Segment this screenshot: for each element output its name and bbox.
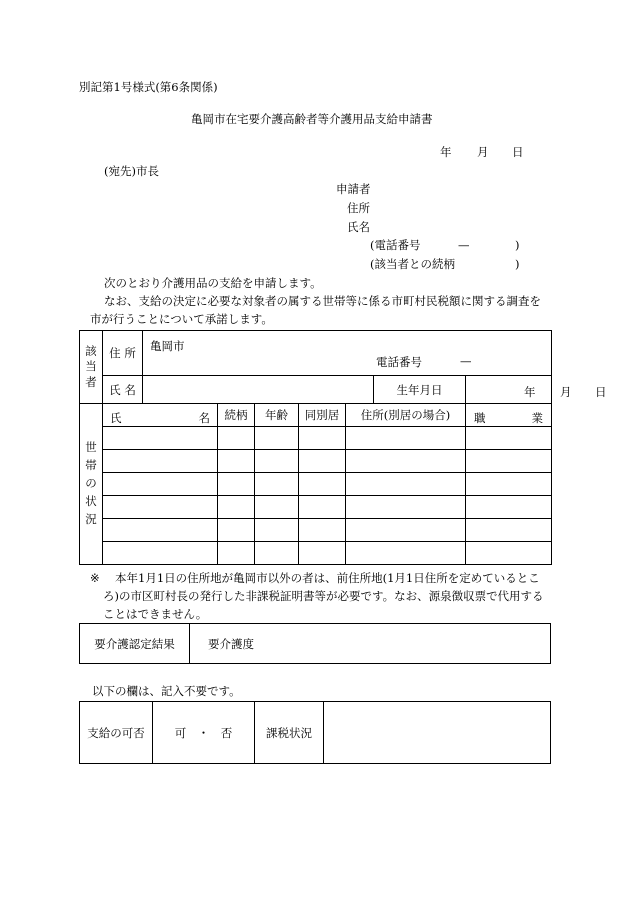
applicant-relation-close: ) [515,257,520,271]
household-age-cell[interactable] [255,450,299,473]
household-relation-cell[interactable] [218,473,255,496]
care-level-field[interactable] [190,624,551,664]
household-row [80,427,552,450]
subject-name-field[interactable] [143,376,374,404]
household-address-cell[interactable] [346,450,466,473]
household-age-cell[interactable] [255,427,299,450]
household-col-name: 氏 名 [103,404,218,427]
care-level-table [79,623,551,664]
note-line-1: 本年1月1日の住所地が亀岡市以外の者は、前住所地(1月1日住所を定めているとこ [115,571,540,585]
addressee: (宛先)市長 [104,164,159,178]
household-relation-cell[interactable] [218,519,255,542]
household-address-cell[interactable] [346,519,466,542]
main-table [79,330,607,565]
date-month-label: 月 [477,145,489,159]
household-cohabit-cell[interactable] [299,496,346,519]
subject-dob-field[interactable] [466,376,607,404]
household-job-cell[interactable] [466,496,552,519]
note-mark: ※ [90,571,100,585]
subject-address-label: 住 所 [103,331,143,376]
household-job-cell[interactable] [466,450,552,473]
dob-month-label: 月 [560,385,572,399]
household-address-cell[interactable] [346,496,466,519]
care-level-label: 要介護度 [208,636,254,651]
household-job-cell[interactable] [466,542,552,565]
household-relation-cell[interactable] [218,542,255,565]
household-address-cell[interactable] [346,473,466,496]
household-row [80,473,552,496]
care-result-label: 要介護認定結果 [80,624,190,664]
subject-phone-dash: — [460,354,472,368]
subject-address-field[interactable] [143,331,552,376]
household-col-relation: 続柄 [218,404,255,427]
dob-year-label: 年 [524,385,536,399]
subject-section-label: 該当者 [80,331,103,404]
household-name-cell[interactable] [103,496,218,519]
body-line-2: なお、支給の決定に必要な対象者の属する世帯等に係る市町村民税額に関する調査を [104,294,541,308]
household-col-job: 職 業 [466,404,552,427]
tax-status-label: 課税状況 [255,702,324,764]
date-day-label: 日 [512,145,524,159]
note-line-3: ことはできません。 [103,607,208,621]
subject-phone-label: 電話番号 [376,355,422,369]
applicant-phone-label: (電話番号 [370,238,421,252]
subject-address-value: 亀岡市 [150,339,185,353]
subject-dob-label: 生年月日 [374,376,466,404]
household-job-cell[interactable] [466,427,552,450]
household-address-cell[interactable] [346,427,466,450]
body-line-3: 市が行うことについて承諾します。 [90,312,273,326]
household-col-age: 年齢 [255,404,299,427]
household-col-address: 住所(別居の場合) [346,404,466,427]
tax-status-field[interactable] [324,702,551,764]
household-job-cell[interactable] [466,473,552,496]
household-name-cell[interactable] [103,473,218,496]
household-job-cell[interactable] [466,519,552,542]
approval-value: 可 ・ 否 [153,702,255,764]
applicant-phone-dash: — [458,238,470,252]
household-relation-cell[interactable] [218,496,255,519]
household-name-cell[interactable] [103,427,218,450]
household-age-cell[interactable] [255,542,299,565]
office-use-note: 以下の欄は、記入不要です。 [92,684,241,698]
household-age-cell[interactable] [255,496,299,519]
household-cohabit-cell[interactable] [299,519,346,542]
body-line-1: 次のとおり介護用品の支給を申請します。 [104,276,322,290]
date-year-label: 年 [440,145,452,159]
household-section-label: 世帯の状況 [80,404,103,565]
household-row [80,519,552,542]
dob-day-label: 日 [595,385,607,399]
household-row [80,496,552,519]
household-age-cell[interactable] [255,519,299,542]
applicant-label: 申請者 [336,182,371,196]
note-line-2: ろ)の市区町村長の発行した非課税証明書等が必要です。なお、源泉徴収票で代用する [103,589,544,603]
household-cohabit-cell[interactable] [299,450,346,473]
household-name-cell[interactable] [103,542,218,565]
household-cohabit-cell[interactable] [299,427,346,450]
subject-name-label: 氏 名 [103,376,143,404]
household-cohabit-cell[interactable] [299,473,346,496]
household-col-cohabit: 同別居 [299,404,346,427]
office-table [79,701,551,764]
form-title: 亀岡市在宅要介護高齢者等介護用品支給申請書 [191,112,433,126]
applicant-relation-label: (該当者との続柄 [370,257,455,271]
applicant-phone-close: ) [515,238,520,252]
household-name-cell[interactable] [103,450,218,473]
household-relation-cell[interactable] [218,450,255,473]
applicant-name-label: 氏名 [347,220,370,234]
form-number: 別記第1号様式(第6条関係) [79,80,218,94]
household-age-cell[interactable] [255,473,299,496]
household-row [80,542,552,565]
household-name-cell[interactable] [103,519,218,542]
household-relation-cell[interactable] [218,427,255,450]
household-cohabit-cell[interactable] [299,542,346,565]
household-address-cell[interactable] [346,542,466,565]
household-row [80,450,552,473]
applicant-address-label: 住所 [347,201,370,215]
approval-label: 支給の可否 [80,702,153,764]
